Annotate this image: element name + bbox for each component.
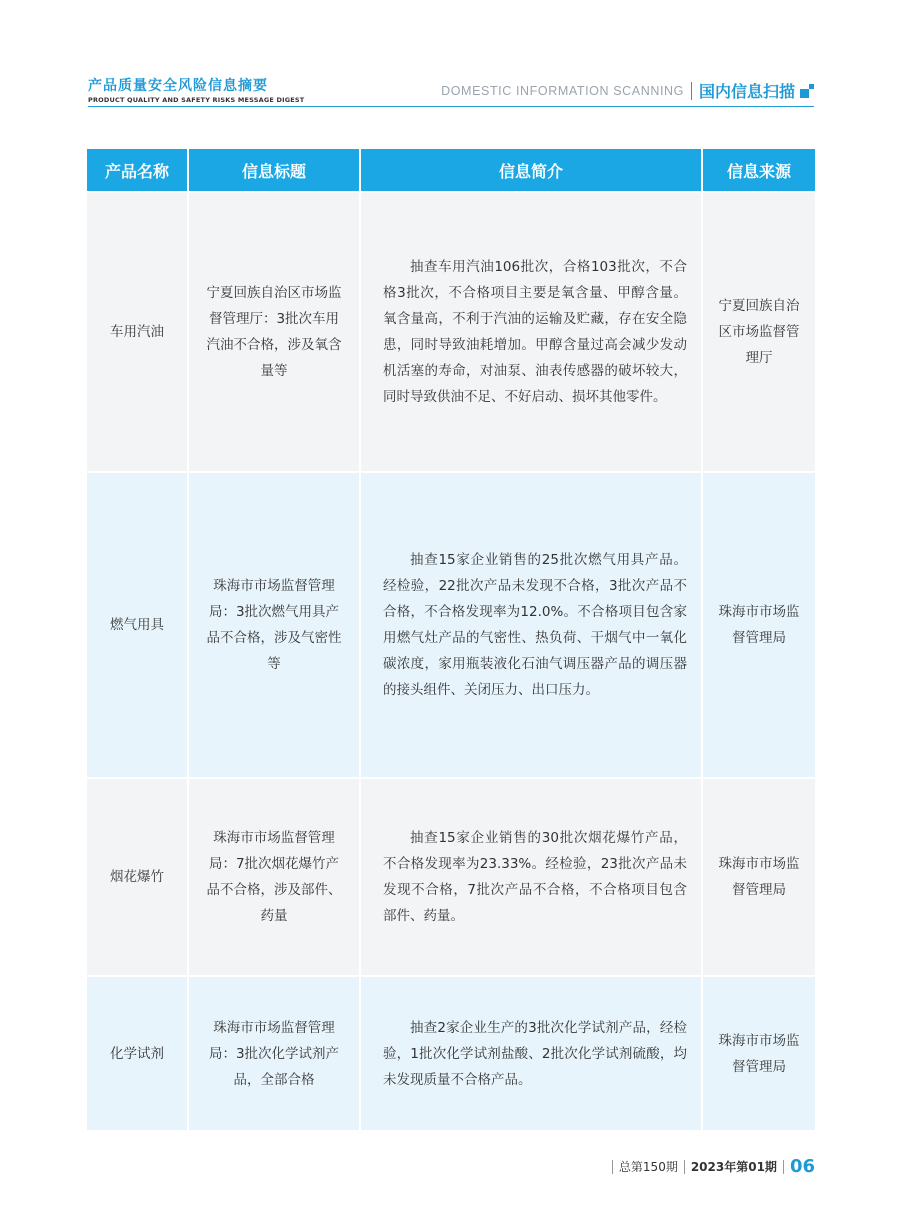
footer-divider bbox=[783, 1160, 784, 1174]
product-cell: 烟花爆竹 bbox=[87, 778, 188, 976]
title-cell: 珠海市市场监督管理局：7批次烟花爆竹产品不合格，涉及部件、药量 bbox=[188, 778, 360, 976]
column-header-product: 产品名称 bbox=[87, 149, 188, 192]
page-number: 06 bbox=[789, 1156, 815, 1177]
title-cell: 珠海市市场监督管理局：3批次燃气用具产品不合格，涉及气密性等 bbox=[188, 472, 360, 778]
table-row bbox=[87, 976, 815, 1130]
publication-title-cn: 产品质量安全风险信息摘要 bbox=[88, 78, 268, 94]
header-rule bbox=[88, 106, 814, 107]
info-table bbox=[87, 149, 815, 1130]
title-cell: 宁夏回族自治区市场监督管理厅：3批次车用汽油不合格，涉及氧含量等 bbox=[188, 192, 360, 472]
summary-text: 抽查车用汽油106批次，合格103批次，不合格3批次，不合格项目主要是氧含量、甲醇含量。氧含量高，不利于汽油的运输及贮藏，存在安全隐患，同时导致油耗增加。甲醇含量过高会减少发动机活塞的寿命，对油泵、油表传感器的破坏较大，同时导致供油不足、不好启动、损坏其他零件。 bbox=[383, 259, 687, 405]
table-header-row bbox=[87, 149, 815, 192]
footer-divider bbox=[612, 1160, 613, 1174]
column-header-title: 信息标题 bbox=[188, 149, 360, 192]
table-row bbox=[87, 778, 815, 976]
summary-cell bbox=[360, 778, 702, 976]
summary-text: 抽查2家企业生产的3批次化学试剂产品，经检验，1批次化学试剂盐酸、2批次化学试剂硫酸，均未发现质量不合格产品。 bbox=[383, 1019, 687, 1088]
product-cell: 化学试剂 bbox=[87, 976, 188, 1130]
page-footer bbox=[606, 1156, 815, 1177]
source-cell: 珠海市市场监督管理局 bbox=[702, 976, 815, 1130]
product-cell: 燃气用具 bbox=[87, 472, 188, 778]
table-row bbox=[87, 192, 815, 472]
publication-title bbox=[88, 78, 304, 104]
summary-text: 抽查15家企业销售的25批次燃气用具产品。经检验，22批次产品未发现不合格，3批次产品不合格，不合格发现率为12.0%。不合格项目包含家用燃气灶产品的气密性、热负荷、干烟气中一氧化碳浓度，家用瓶装液化石油气调压器产品的调压器的接头组件、关闭压力、出口压力。 bbox=[383, 552, 687, 698]
section-divider bbox=[691, 82, 692, 100]
summary-text: 抽查15家企业销售的30批次烟花爆竹产品，不合格发现率为23.33%。经检验，23批次产品未发现不合格，7批次产品不合格，不合格项目包含部件、药量。 bbox=[383, 830, 687, 924]
section-title-en: DOMESTIC INFORMATION SCANNING bbox=[441, 83, 684, 98]
product-cell: 车用汽油 bbox=[87, 192, 188, 472]
source-cell: 珠海市市场监督管理局 bbox=[702, 472, 815, 778]
total-issue-number: 总第150期 bbox=[618, 1160, 678, 1174]
publication-title-en: PRODUCT QUALITY AND SAFETY RISKS MESSAGE DIGEST bbox=[88, 96, 305, 104]
summary-cell bbox=[360, 472, 702, 778]
summary-cell bbox=[360, 192, 702, 472]
column-header-summary: 信息简介 bbox=[360, 149, 702, 192]
section-title bbox=[441, 79, 814, 102]
table-row bbox=[87, 472, 815, 778]
corner-squares-icon bbox=[800, 84, 814, 98]
issue-number: 2023年第01期 bbox=[690, 1160, 777, 1174]
summary-cell bbox=[360, 976, 702, 1130]
title-cell: 珠海市市场监督管理局：3批次化学试剂产品，全部合格 bbox=[188, 976, 360, 1130]
section-title-cn: 国内信息扫描 bbox=[698, 82, 795, 101]
source-cell: 珠海市市场监督管理局 bbox=[702, 778, 815, 976]
footer-divider bbox=[684, 1160, 685, 1174]
source-cell: 宁夏回族自治区市场监督管理厅 bbox=[702, 192, 815, 472]
column-header-source: 信息来源 bbox=[702, 149, 815, 192]
